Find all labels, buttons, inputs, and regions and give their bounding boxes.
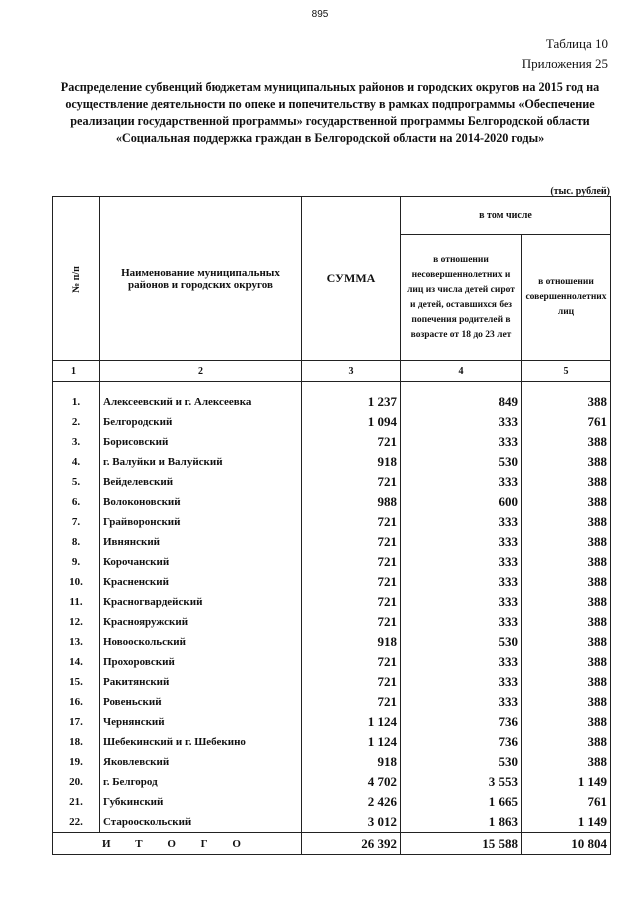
row-sum: 721 [302,572,401,592]
row-adults: 388 [522,452,611,472]
table-row [53,752,611,772]
district-name: г. Белгород [100,772,302,792]
column-number: 5 [522,361,611,382]
row-number: 4. [53,452,100,472]
district-name: Красногвардейский [100,592,302,612]
row-adults: 388 [522,472,611,492]
row-minors: 333 [401,532,522,552]
row-number: 13. [53,632,100,652]
table-row [53,812,611,833]
row-sum: 918 [302,752,401,772]
row-sum: 3 012 [302,812,401,833]
row-minors: 333 [401,412,522,432]
row-adults: 761 [522,412,611,432]
district-name: Борисовский [100,432,302,452]
row-adults: 388 [522,432,611,452]
table-row [53,572,611,592]
row-minors: 849 [401,392,522,412]
row-number: 14. [53,652,100,672]
table-row [53,512,611,532]
row-adults: 761 [522,792,611,812]
row-sum: 2 426 [302,792,401,812]
appendix-label: Приложения 25 [521,56,608,71]
row-sum: 721 [302,432,401,452]
district-name: Чернянский [100,712,302,732]
row-number: 15. [53,672,100,692]
row-number: 1. [53,392,100,412]
header-including: в том числе [401,197,611,235]
header-minors: в отношении несовершеннолетних и лиц из числа детей сирот и детей, оставшихся без попечения родителей в возрасте от 18 до 23 лет [401,235,522,361]
district-name: Ивнянский [100,532,302,552]
header-adults: в отношении совершеннолетних лиц [522,235,611,361]
row-sum: 721 [302,672,401,692]
row-minors: 333 [401,612,522,632]
row-minors: 600 [401,492,522,512]
row-number: 9. [53,552,100,572]
row-number: 12. [53,612,100,632]
row-number: 10. [53,572,100,592]
row-sum: 721 [302,612,401,632]
row-sum: 918 [302,632,401,652]
subvention-table [52,196,611,855]
table-spacer [53,382,611,393]
row-number: 22. [53,812,100,833]
table-row [53,712,611,732]
row-number: 18. [53,732,100,752]
total-row [53,833,611,855]
units-label: (тыс. рублей) [550,186,610,197]
row-number: 7. [53,512,100,532]
row-number: 5. [53,472,100,492]
district-name: Краснояружский [100,612,302,632]
row-sum: 721 [302,532,401,552]
row-adults: 388 [522,572,611,592]
document-title: Распределение субвенций бюджетам муниципальных районов и городских округов на 2015 год на осуществление деятельности по опеке и попечительству в рамках подпрограммы «Обеспечение реализации государственной программы» государственной программы Белгородской области «Социальная поддержка граждан в Белгородской области на 2014-2020 годы» [60,80,600,145]
column-number-row [53,361,611,382]
table-row [53,652,611,672]
table-label: Таблица 10 [545,36,608,51]
row-minors: 333 [401,592,522,612]
table-row [53,452,611,472]
row-adults: 388 [522,532,611,552]
district-name: Алексеевский и г. Алексеевка [100,392,302,412]
table-row [53,492,611,512]
row-minors: 530 [401,752,522,772]
table-row [53,432,611,452]
row-minors: 3 553 [401,772,522,792]
row-minors: 333 [401,472,522,492]
row-minors: 333 [401,512,522,532]
district-name: Новооскольский [100,632,302,652]
row-minors: 736 [401,712,522,732]
row-sum: 1 237 [302,392,401,412]
row-sum: 1 124 [302,732,401,752]
district-name: Красненский [100,572,302,592]
row-sum: 721 [302,692,401,712]
total-label: И Т О Г О [53,833,302,855]
table-row [53,672,611,692]
row-minors: 333 [401,652,522,672]
row-number: 16. [53,692,100,712]
row-sum: 988 [302,492,401,512]
table-row [53,632,611,652]
row-number: 21. [53,792,100,812]
district-name: Старооскольский [100,812,302,833]
table-row [53,552,611,572]
column-number: 3 [302,361,401,382]
row-sum: 4 702 [302,772,401,792]
total-adults: 10 804 [522,833,611,855]
row-adults: 388 [522,692,611,712]
row-adults: 388 [522,612,611,632]
row-sum: 918 [302,452,401,472]
column-number: 1 [53,361,100,382]
row-minors: 333 [401,572,522,592]
table-row [53,732,611,752]
district-name: Губкинский [100,792,302,812]
row-adults: 1 149 [522,772,611,792]
total-sum: 26 392 [302,833,401,855]
row-adults: 388 [522,392,611,412]
table-row [53,392,611,412]
row-adults: 388 [522,632,611,652]
row-adults: 388 [522,672,611,692]
row-number: 2. [53,412,100,432]
header-name: Наименование муниципальных районов и городских округов [100,197,302,361]
row-number: 6. [53,492,100,512]
table-reference [522,34,608,74]
total-minors: 15 588 [401,833,522,855]
table-row [53,692,611,712]
row-minors: 333 [401,432,522,452]
district-name: Прохоровский [100,652,302,672]
district-name: Волоконовский [100,492,302,512]
row-sum: 1 094 [302,412,401,432]
header-number-label: № п/п [70,265,82,293]
table-row [53,472,611,492]
district-name: Ракитянский [100,672,302,692]
row-minors: 333 [401,552,522,572]
row-number: 19. [53,752,100,772]
district-name: Яковлевский [100,752,302,772]
row-sum: 721 [302,472,401,492]
row-adults: 388 [522,592,611,612]
column-number: 4 [401,361,522,382]
district-name: Вейделевский [100,472,302,492]
table-row [53,532,611,552]
row-adults: 388 [522,712,611,732]
row-adults: 1 149 [522,812,611,833]
row-minors: 1 863 [401,812,522,833]
table-row [53,792,611,812]
row-adults: 388 [522,512,611,532]
row-number: 20. [53,772,100,792]
row-number: 17. [53,712,100,732]
row-minors: 333 [401,692,522,712]
row-number: 8. [53,532,100,552]
page-number: 895 [311,9,329,20]
district-name: Белгородский [100,412,302,432]
row-minors: 736 [401,732,522,752]
column-number: 2 [100,361,302,382]
row-adults: 388 [522,732,611,752]
table-body [53,392,611,833]
district-name: Корочанский [100,552,302,572]
district-name: Шебекинский и г. Шебекино [100,732,302,752]
row-adults: 388 [522,552,611,572]
row-number: 3. [53,432,100,452]
district-name: г. Валуйки и Валуйский [100,452,302,472]
row-adults: 388 [522,752,611,772]
row-adults: 388 [522,492,611,512]
row-minors: 1 665 [401,792,522,812]
table-row [53,592,611,612]
header-number [53,197,100,361]
district-name: Грайворонский [100,512,302,532]
row-adults: 388 [522,652,611,672]
table-row [53,412,611,432]
row-number: 11. [53,592,100,612]
row-sum: 721 [302,512,401,532]
row-sum: 1 124 [302,712,401,732]
table-row [53,772,611,792]
row-sum: 721 [302,652,401,672]
row-sum: 721 [302,552,401,572]
row-minors: 333 [401,672,522,692]
row-minors: 530 [401,452,522,472]
row-sum: 721 [302,592,401,612]
header-sum: СУММА [302,197,401,361]
row-minors: 530 [401,632,522,652]
district-name: Ровеньский [100,692,302,712]
table-row [53,612,611,632]
